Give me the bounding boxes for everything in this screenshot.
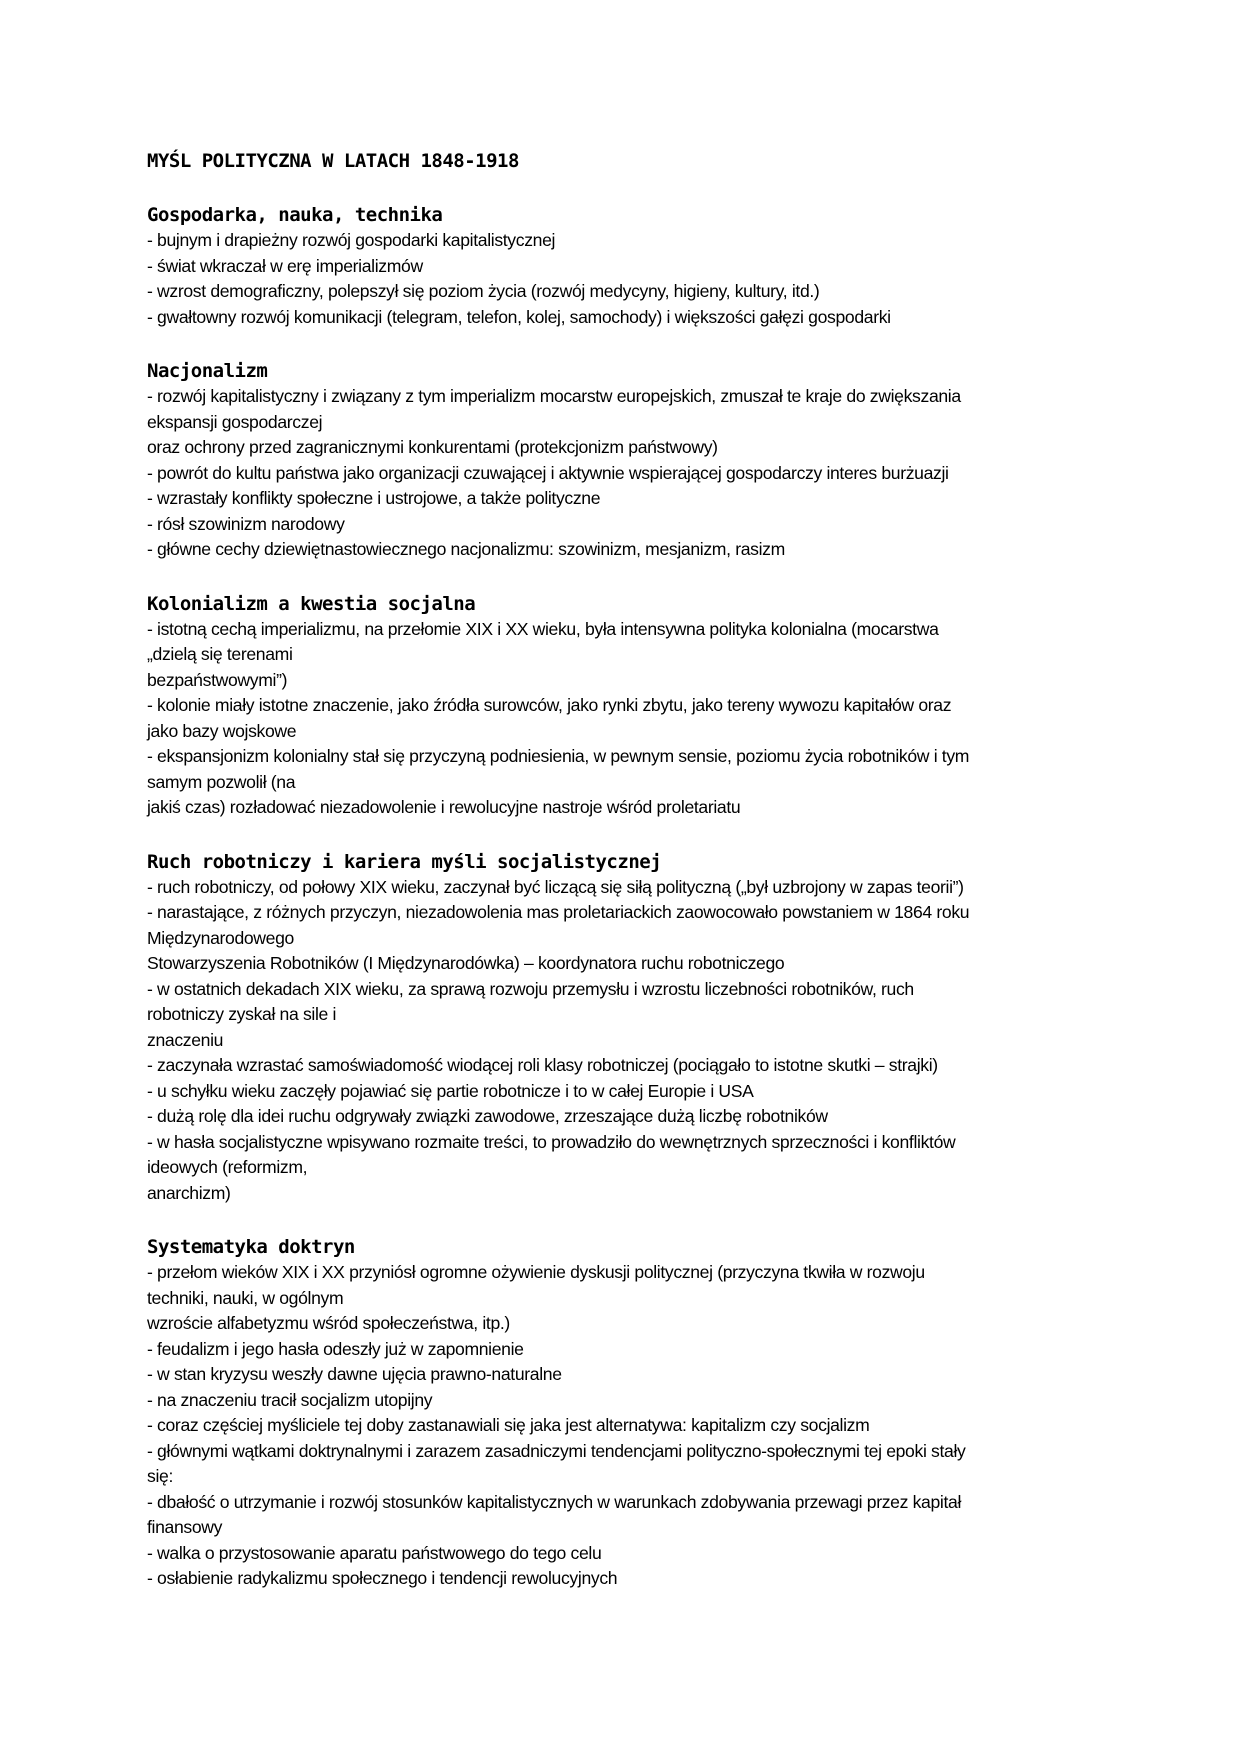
text-line: ideowych (reformizm, (147, 1157, 308, 1177)
text-line: techniki, nauki, w ogólnym (147, 1287, 344, 1308)
text-line: - dbałość o utrzymanie i rozwój stosunków kapitalistycznych w warunkach zdobywania przewagi przez kapitał (147, 1491, 961, 1512)
text-line: - kolonie miały istotne znaczenie, jako źródła surowców, jako rynki zbytu, jako tereny wywozu kapitałów oraz (147, 695, 952, 715)
text-line: - zaczynała wzrastać samoświadomość wiodącej roli klasy robotniczej (pociągało to istotne skutki – strajki) (147, 1055, 938, 1075)
text-line: - bujnym i drapieżny rozwój gospodarki kapitalistycznej (147, 230, 556, 250)
text-line: - dużą rolę dla idei ruchu odgrywały związki zawodowe, zrzeszające dużą liczbę robotników (147, 1106, 828, 1126)
text-line: - rozwój kapitalistyczny i związany z tym imperializm mocarstw europejskich, zmuszał te kraje do zwiększania (147, 386, 961, 406)
text-line: - gwałtowny rozwój komunikacji (telegram, telefon, kolej, samochody) i większości gałęzi gospodarki (147, 306, 891, 327)
section-heading: Systematyka doktryn (147, 1236, 355, 1258)
text-line: - w hasła socjalistyczne wpisywano rozmaite treści, to prowadziło do wewnętrznych sprzeczności i konfliktów (147, 1131, 956, 1152)
text-line: jako bazy wojskowe (147, 720, 297, 741)
text-line: - istotną cechą imperializmu, na przełomie XIX i XX wieku, była intensywna polityka kolonialna (mocarstwa (147, 618, 939, 639)
text-line: - głównymi wątkami doktrynalnymi i zarazem zasadniczymi tendencjami polityczno-społecznymi tej epoki stały (147, 1440, 966, 1461)
text-line: - ekspansjonizm kolonialny stał się przyczyną podniesienia, w pewnym sensie, poziomu życia robotników i tym (147, 746, 970, 766)
document-section (147, 358, 1095, 563)
text-line: oraz ochrony przed zagranicznymi konkurentami (protekcjonizm państwowy) (147, 437, 718, 457)
document-body (147, 202, 1095, 1592)
section-heading: Nacjonalizm (147, 360, 268, 382)
text-line: samym pozwolił (na (147, 771, 296, 792)
text-line: - powrót do kultu państwa jako organizacji czuwającej i aktywnie wspierającej gospodarczy interes burżuazji (147, 462, 949, 483)
section-heading: Ruch robotniczy i kariera myśli socjalistycznej (147, 850, 662, 873)
text-line: - w stan kryzysu weszły dawne ujęcia prawno-naturalne (147, 1364, 562, 1384)
text-line: - wzrost demograficzny, polepszył się poziom życia (rozwój medycyny, higieny, kultury, itd.) (147, 281, 820, 301)
document-page (147, 150, 1095, 1620)
text-line: bezpaństwowymi”) (147, 669, 288, 690)
text-line: - narastające, z różnych przyczyn, niezadowolenia mas proletariackich zaowocowało powstaniem w 1864 roku (147, 902, 970, 922)
text-line: - wzrastały konflikty społeczne i ustrojowe, a także polityczne (147, 488, 601, 508)
text-line: - na znaczeniu tracił socjalizm utopijny (147, 1389, 433, 1410)
section-heading: Kolonializm a kwestia socjalna (147, 592, 476, 615)
text-line: - coraz częściej myśliciele tej doby zastanawiali się jaka jest alternatywa: kapitalizm czy socjalizm (147, 1415, 870, 1435)
text-line: Międzynarodowego (147, 927, 294, 948)
text-line: ekspansji gospodarczej (147, 411, 323, 432)
text-line: - w ostatnich dekadach XIX wieku, za sprawą rozwoju przemysłu i wzrostu liczebności robotników, ruch (147, 978, 914, 999)
document-section (147, 849, 1095, 1207)
section-heading: Gospodarka, nauka, technika (147, 204, 443, 226)
text-line: - rósł szowinizm narodowy (147, 513, 345, 534)
text-line: finansowy (147, 1517, 223, 1537)
document-section (147, 202, 1095, 330)
text-line: jakiś czas) rozładować niezadowolenie i rewolucyjne nastroje wśród proletariatu (147, 797, 741, 817)
document-title: MYŚL POLITYCZNA W LATACH 1848-1918 (147, 150, 519, 172)
text-line: - świat wkraczał w erę imperializmów (147, 255, 423, 276)
text-line: anarchizm) (147, 1182, 231, 1203)
text-line: - osłabienie radykalizmu społecznego i tendencji rewolucyjnych (147, 1568, 618, 1588)
text-line: się: (147, 1466, 173, 1486)
text-line: - główne cechy dziewiętnastowiecznego nacjonalizmu: szowinizm, mesjanizm, rasizm (147, 539, 785, 559)
text-line: - feudalizm i jego hasła odeszły już w zapomnienie (147, 1338, 524, 1359)
text-line: znaczeniu (147, 1029, 224, 1050)
text-line: „dzielą się terenami (147, 644, 293, 664)
document-section (147, 1234, 1095, 1592)
text-line: robotniczy zyskał na sile i (147, 1004, 337, 1024)
text-line: - przełom wieków XIX i XX przyniósł ogromne ożywienie dyskusji politycznej (przyczyna tkwiła w rozwoju (147, 1262, 925, 1282)
document-section (147, 591, 1095, 821)
text-line: - u schyłku wieku zaczęły pojawiać się partie robotnicze i to w całej Europie i USA (147, 1080, 754, 1101)
text-line: - walka o przystosowanie aparatu państwowego do tego celu (147, 1542, 602, 1563)
text-line: Stowarzyszenia Robotników (I Międzynarodówka) – koordynatora ruchu robotniczego (147, 953, 785, 973)
text-line: wzroście alfabetyzmu wśród społeczeństwa, itp.) (147, 1313, 510, 1333)
text-line: - ruch robotniczy, od połowy XIX wieku, zaczynał być liczącą się siłą polityczną („był uzbrojony w zapas teorii”) (147, 876, 964, 897)
